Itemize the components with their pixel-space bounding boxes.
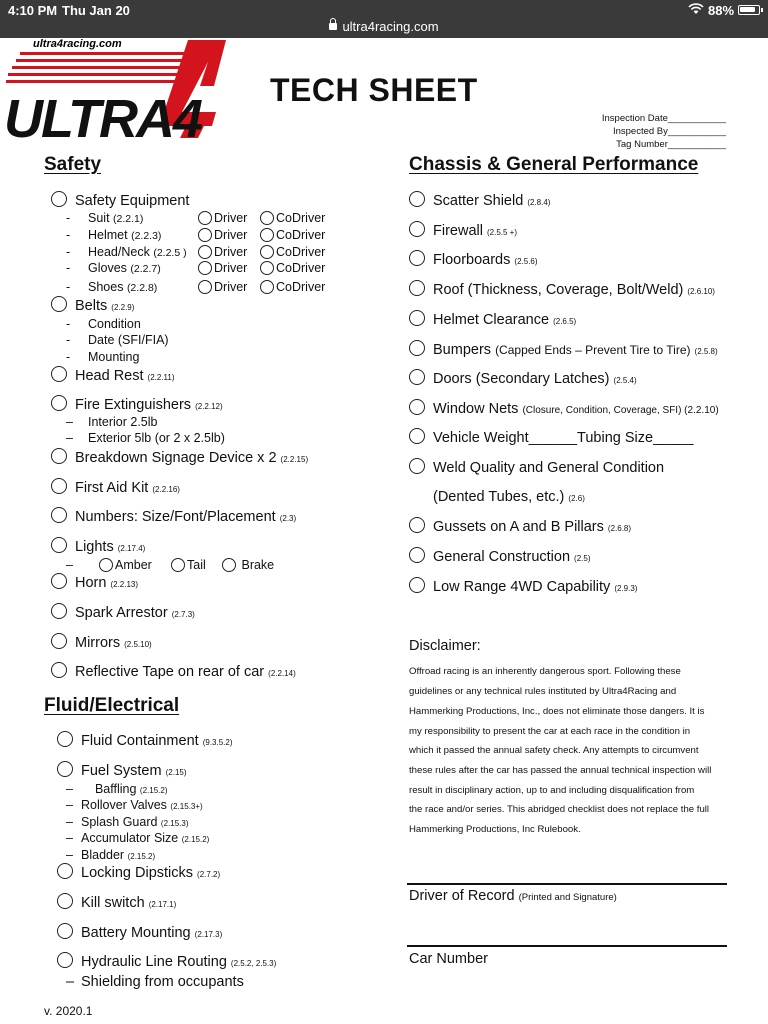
weld-quality-continued: (Dented Tubes, etc.) (2.6) [433,489,585,505]
status-date: Thu Jan 20 [62,3,130,18]
roof-item[interactable]: Roof (Thickness, Coverage, Bolt/Weld) (2.6.10) [409,280,715,300]
disclaimer-title: Disclaimer: [409,638,481,654]
shoes-driver-option[interactable]: Driver [198,279,247,296]
radio-icon[interactable] [57,863,73,879]
radio-icon[interactable] [57,952,73,968]
version-label: v. 2020.1 [44,1004,93,1018]
radio-icon[interactable] [51,507,67,523]
head-neck-driver-option[interactable]: Driver [198,244,247,261]
suit-driver-option[interactable]: Driver [198,210,247,227]
radio-icon[interactable] [51,296,67,312]
radio-icon[interactable] [409,369,425,385]
head-rest-item[interactable]: Head Rest (2.2.11) [51,366,175,386]
sub-item-date: - Date (SFI/FIA) [66,333,169,347]
radio-icon[interactable] [51,662,67,678]
gloves-driver-option[interactable]: Driver [198,260,247,277]
wifi-icon [688,3,704,15]
sub-item-helmet: - Helmet (2.2.3) [66,228,162,242]
radio-icon[interactable] [51,191,67,207]
radio-icon[interactable] [51,603,67,619]
general-construction-item[interactable]: General Construction (2.5) [409,547,591,567]
disclaimer-line: my responsibility to present the car at each race in the condition in [409,726,691,737]
sub-item-exterior: – Exterior 5lb (or 2 x 2.5lb) [66,431,225,445]
radio-icon[interactable] [409,340,425,356]
disclaimer-line: Offroad racing is an inherently dangerous sport. Following these [409,666,681,677]
radio-icon[interactable] [260,280,274,294]
fluid-electrical-heading: Fluid/Electrical [44,695,180,716]
radio-icon[interactable] [260,228,274,242]
sub-item-baffling: – Baffling (2.15.2) [66,782,168,796]
radio-icon[interactable] [57,731,73,747]
radio-icon[interactable] [51,366,67,382]
item-label: Safety Equipment [75,193,190,209]
disclaimer-line: these rules after the car has passed the annual technical inspection will [409,765,712,776]
reflective-tape-item[interactable]: Reflective Tape on rear of car (2.2.14) [51,662,296,682]
fluid-containment-item[interactable]: Fluid Containment (9.3.5.2) [57,731,233,751]
radio-icon[interactable] [260,245,274,259]
fuel-system-item[interactable]: Fuel System (2.15) [57,761,187,781]
radio-icon[interactable] [409,428,425,444]
helmet-driver-option[interactable]: Driver [198,227,247,244]
status-bar [0,0,768,38]
locking-dipsticks-item[interactable]: Locking Dipsticks (2.7.2) [57,863,220,883]
belts-item[interactable]: Belts (2.2.9) [51,296,134,316]
sub-item-rollover-valves: – Rollover Valves (2.15.3+) [66,798,203,812]
radio-icon[interactable] [260,261,274,275]
radio-icon[interactable] [409,250,425,266]
battery-mounting-item[interactable]: Battery Mounting (2.17.3) [57,923,222,943]
radio-icon[interactable] [57,893,73,909]
lock-icon [329,23,337,30]
doors-item[interactable]: Doors (Secondary Latches) (2.5.4) [409,369,637,389]
low-range-4wd-item[interactable]: Low Range 4WD Capability (2.9.3) [409,577,637,597]
head-neck-codriver-option[interactable]: CoDriver [260,244,325,261]
sub-item-splash-guard: – Splash Guard (2.15.3) [66,815,189,829]
vehicle-weight-item[interactable]: Vehicle Weight______Tubing Size_____ [409,428,693,448]
radio-icon[interactable] [409,310,425,326]
sub-item-head-neck: - Head/Neck (2.2.5 ) [66,245,187,259]
shoes-codriver-option[interactable]: CoDriver [260,279,325,296]
helmet-codriver-option[interactable]: CoDriver [260,227,325,244]
hydraulic-line-item[interactable]: Hydraulic Line Routing (2.5.2, 2.5.3) [57,952,276,972]
disclaimer-line: result in disciplinary action, up to and including disqualification from [409,785,695,796]
car-number-line[interactable] [407,945,727,947]
radio-icon[interactable] [198,245,212,259]
disclaimer-line: Hammerking Productions, Inc Rulebook. [409,824,581,835]
lights-tail-option[interactable]: Tail [171,557,206,574]
radio-icon[interactable] [198,211,212,225]
sub-item-condition: - Condition [66,317,141,331]
window-nets-item[interactable]: Window Nets (Closure, Condition, Coverage, SFI) (2.2.10) [409,399,719,419]
radio-icon[interactable] [409,280,425,296]
mirrors-item[interactable]: Mirrors (2.5.10) [51,633,152,653]
lights-item[interactable]: Lights (2.17.4) [51,537,145,557]
logo-wordmark: ULTRA4 [4,89,201,143]
radio-icon[interactable] [171,558,185,572]
sub-item-interior: – Interior 2.5lb [66,415,158,429]
radio-icon[interactable] [198,228,212,242]
inspection-date-field[interactable]: Inspection Date___________ [601,113,726,124]
logo-url-text: ultra4racing.com [33,38,122,50]
gloves-codriver-option[interactable]: CoDriver [260,260,325,277]
sub-item-shoes: - Shoes (2.2.8) [66,280,158,294]
ultra4-logo [0,38,230,143]
radio-icon[interactable] [409,517,425,533]
radio-icon[interactable] [409,191,425,207]
disclaimer-line: the race and/or series. This abridged checklist does not replace the full [409,804,710,815]
chassis-heading: Chassis & General Performance [409,154,699,175]
breakdown-signage-item[interactable]: Breakdown Signage Device x 2 (2.2.15) [51,448,308,468]
battery-percent: 88% [708,3,735,18]
radio-icon[interactable] [99,558,113,572]
horn-item[interactable]: Horn (2.2.13) [51,573,138,593]
radio-icon[interactable] [198,280,212,294]
radio-icon[interactable] [409,547,425,563]
safety-heading: Safety [44,154,102,175]
lights-brake-option[interactable]: Brake [222,557,274,574]
radio-icon[interactable] [51,573,67,589]
sub-item-suit: - Suit (2.2.1) [66,211,144,225]
weld-quality-item[interactable]: Weld Quality and General Condition [409,458,664,478]
radio-icon[interactable] [409,221,425,237]
page-title: TECH SHEET [270,72,478,108]
firewall-item[interactable]: Firewall (2.5.5 +) [409,221,517,241]
radio-icon[interactable] [198,261,212,275]
first-aid-kit-item[interactable]: First Aid Kit (2.2.16) [51,478,180,498]
radio-icon[interactable] [222,558,236,572]
radio-icon[interactable] [51,633,67,649]
spark-arrestor-item[interactable]: Spark Arrestor (2.7.3) [51,603,195,623]
sub-item-gloves: - Gloves (2.2.7) [66,261,161,275]
lights-amber-option[interactable]: Amber [99,557,152,574]
disclaimer-line: Hammerking Productions, Inc., does not eliminate those dangers. It is [409,706,705,717]
radio-icon[interactable] [57,923,73,939]
disclaimer-line: guidelines or any technical rules instituted by Ultra4Racing and [409,686,677,697]
fire-extinguishers-item[interactable]: Fire Extinguishers (2.2.12) [51,395,223,415]
bumpers-item[interactable]: Bumpers (Capped Ends – Prevent Tire to Tire) (2.5.8) [409,340,718,360]
url-bar[interactable] [0,19,768,34]
radio-icon[interactable] [409,399,425,415]
sub-item-accumulator: – Accumulator Size (2.15.2) [66,831,210,845]
helmet-clearance-item[interactable]: Helmet Clearance (2.6.5) [409,310,576,330]
floorboards-item[interactable]: Floorboards (2.5.6) [409,250,538,270]
radio-icon[interactable] [51,478,67,494]
driver-signature-line[interactable] [407,883,727,885]
disclaimer-line: which it passed the annual safety check. Any attempts to circumvent [409,745,699,756]
radio-icon[interactable] [51,448,67,464]
status-time: 4:10 PM [8,3,58,18]
safety-equipment-item[interactable] [51,191,189,211]
scatter-shield-item[interactable]: Scatter Shield (2.8.4) [409,191,550,211]
radio-icon[interactable] [260,211,274,225]
gussets-item[interactable]: Gussets on A and B Pillars (2.6.8) [409,517,631,537]
url-text: ultra4racing.com [342,19,439,34]
radio-icon[interactable] [409,577,425,593]
radio-icon[interactable] [409,458,425,474]
battery-icon [738,5,760,15]
lights-dash: – [66,558,73,572]
suit-codriver-option[interactable]: CoDriver [260,210,325,227]
driver-of-record-label: Driver of Record (Printed and Signature) [409,888,617,904]
kill-switch-item[interactable]: Kill switch (2.17.1) [57,893,176,913]
car-number-label: Car Number [409,951,488,967]
radio-icon[interactable] [51,395,67,411]
sub-item-shielding: – Shielding from occupants [66,974,244,990]
numbers-item[interactable]: Numbers: Size/Font/Placement (2.3) [51,507,296,527]
sub-item-mounting: - Mounting [66,350,140,364]
radio-icon[interactable] [51,537,67,553]
radio-icon[interactable] [57,761,73,777]
sub-item-bladder: – Bladder (2.15.2) [66,848,156,862]
inspected-by-field[interactable]: Inspected By___________ [612,126,726,137]
tag-number-field[interactable]: Tag Number___________ [616,139,726,150]
battery-tip [761,8,763,12]
